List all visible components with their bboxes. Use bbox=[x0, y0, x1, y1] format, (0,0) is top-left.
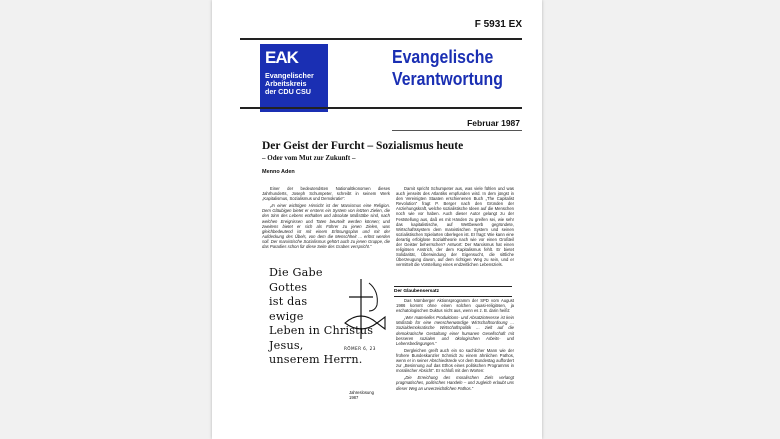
document-code: F 5931 EX bbox=[474, 19, 522, 30]
verse-caption: Jahreslosung 1987 bbox=[349, 390, 374, 400]
quote-paragraph: „Die Erreichung des moralischen Ziels verlangt pragmatisches, politisches Handeln – und zugleich erlaubt uns dieser Weg an unverzeichtlichen Pathos.“ bbox=[396, 375, 514, 391]
cross-fish-symbol-icon bbox=[339, 277, 389, 347]
publication-title: Evangelische Verantwortung bbox=[392, 47, 503, 89]
paragraph: Damit spricht Schumpeter aus, was viele fühlen und was auch jenseits des Atlantiks empfunden wird. In dem jüngst in den Vereinigten Staaten erschienenen Buch „The Capitalist Revolution“ fragt P. Berger nach den Gründen der Anziehungskraft, welche sozialistische Ideen auf die Menschen noch wie vor haben. Auch dieser Autor gelangt zu der Feststellung aus, daß es mit Händen zu greifen sei, wie sehr das kapitalistische, auf Wettbewerb gegründete, Wirtschaftssystem dem marxistischen System und seinen sozialistischen Spielarten überlegen ist. Er fragt: Wie kann eine derartig erfolglose Sozialtheorie nach wie vor einen Großteil der Geister beherrschen? Antwort: Der Marxismus hat einen religiösen Anstrich, der dem Kapitalismus fehlt. Er bietet Solidarität, Überwindung der Eigensucht, die sittliche Überzeugung davon, auf dem richtigen Weg zu sein, und er vermittelt die Vorstellung eines endzeitlichen Lebensziels. bbox=[396, 186, 514, 268]
issue-date: Februar 1987 bbox=[467, 118, 520, 128]
paragraph: Dergleichen greift auch ein so sachlicher Mann wie der frühere Bundeskanzler Schmidt zu einem ähnlichen Pathos, wenn er in seiner Abschiedsrede vor dem Bundestag auffordert zur „Besinnung auf das Ethos eines politischen Programms in moralischer Absicht“. Er schloß mit den Worten: bbox=[396, 347, 514, 374]
verse-text: Die Gabe Gottes ist das ewige Leben in Christus Jesus, unserem Herrn. bbox=[269, 266, 374, 366]
paragraph: Das Nürnberger Aktionsprogramm der SPD vom August 1986 kommt ohne einen solchen quasi-religiösen, ja eschatologischen Duktus nicht aus, wenn es z. B. darin heißt: bbox=[396, 298, 514, 314]
document-page bbox=[212, 0, 542, 439]
section-column bbox=[396, 298, 514, 393]
eak-logo bbox=[260, 44, 328, 112]
section-heading: Der Glaubensersatz bbox=[394, 286, 512, 297]
divider bbox=[240, 107, 522, 109]
divider bbox=[392, 130, 522, 131]
quote-paragraph: „In einer wichtigen Hinsicht ist der Marxismus eine Religion. Dem Gläubigen bietet er erstens ein System von letzten Zielen, die den Sinn des Lebens enthalten und absolute Maßstäbe sind, nach welchen Ereignissen und Taten beurteilt werden können; und zweitens bietet er sich als Führer zu jenen Zielen, was gleichbedeutend ist mit einem Erlösungsplan und mit der Aufdeckung des Übels, von dem die Menschheit ... erlöst werden soll. Der marxistische Sozialismus gehört auch zu jenen Gruppe, die das Paradies schon für diese Seite des Grabes verspricht.“ bbox=[262, 203, 390, 250]
verse-reference: RÖMER 6, 23 bbox=[344, 346, 376, 351]
verse-box bbox=[259, 262, 384, 400]
article-column-right bbox=[396, 186, 514, 270]
quote-paragraph: „Wer materielles Produktions- und Absatzinteresse ist kein Maßstab für eine menschenwürdige Wirtschaftsordnung ... Sozialdemokratische Wirtschaftspolitik ... zielt auf die demokratische Gestaltung einer humanen Gesellschaft mit besseren sozialen und ökologischen Arbeits- und Lebensbedingungen.“ bbox=[396, 315, 514, 346]
divider bbox=[240, 38, 522, 40]
article-author: Menno Aden bbox=[262, 169, 295, 175]
logo-mark: EAK bbox=[265, 48, 298, 67]
paragraph: Einer der bedeutendsten Nationalökonomen dieses Jahrhunderts, Joseph Schumpeter, schreibt in seinem Werk „Kapitalismus, Sozialismus und Demokratie“: bbox=[262, 186, 390, 202]
article-title: Der Geist der Furcht – Sozialismus heute bbox=[262, 140, 464, 152]
logo-text: Evangelischer Arbeitskreis der CDU CSU bbox=[265, 71, 314, 96]
article-column-left bbox=[262, 186, 390, 251]
article-subtitle: – Oder vom Mut zur Zukunft – bbox=[262, 154, 356, 162]
